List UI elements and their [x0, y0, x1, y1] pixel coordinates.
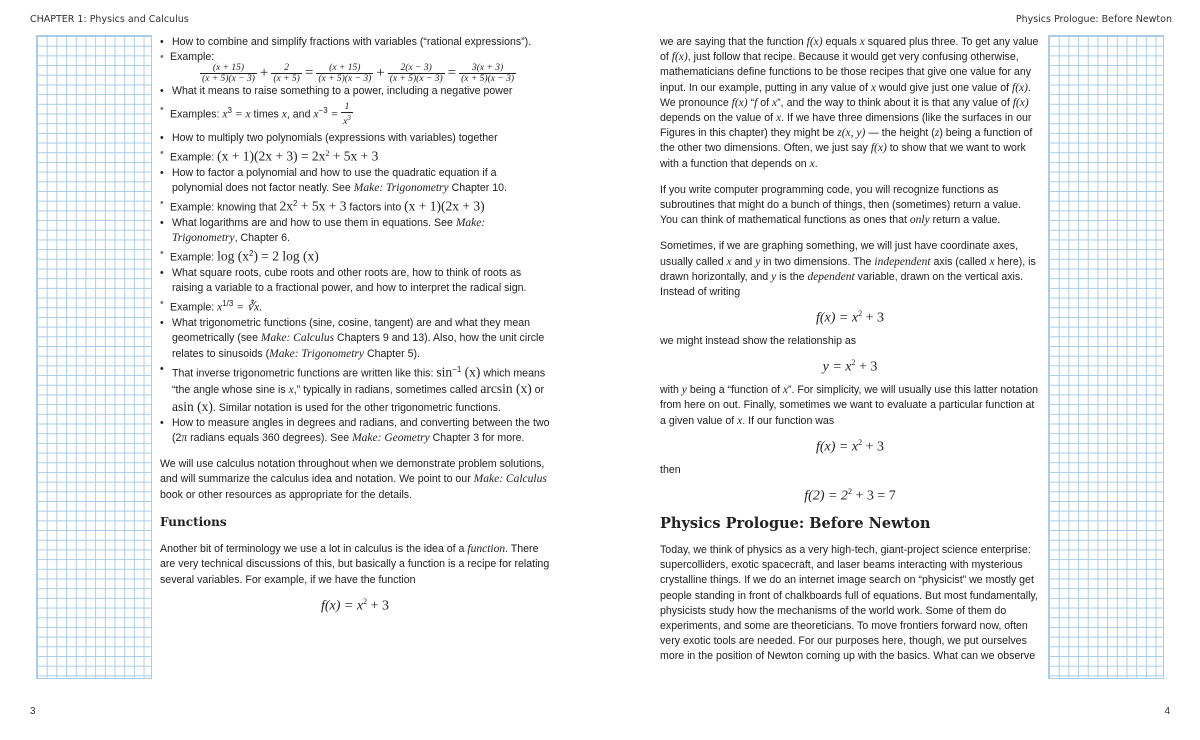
paragraph: with y being a “function of x”. For simplicity, we will usually use this latter notation from here on out. Finally, sometimes we want to evaluate a particular function at a given value of x. If our function was — [660, 384, 1039, 427]
paragraph: We will use calculus notation throughout when we demonstrate problem solutions, and will summarize the calculus idea and notation. We point to our Make: Calculus book or other resources as appropriate for the details. — [160, 458, 547, 501]
fraction: $\frac{3(x + 3)}{(x + 5)(x - 3)}$ — [461, 63, 515, 85]
equation: $f(x) = x^2 + 3$ — [816, 437, 884, 455]
list-item: • What trigonometric functions (sine, cosine, tangent) are and what they mean geometrically (see Make: Calculus Chapters 9 and 13). Also, how the unit circle relates to sinusoids (Make: Trigonometry Chapter 5). — [160, 316, 550, 362]
running-head-left: CHAPTER 1: Physics and Calculus — [30, 14, 189, 25]
equation: $f(x) = x^2 + 3$ — [321, 596, 389, 614]
left-page-column — [160, 35, 550, 622]
list-item: • That inverse trigonometric functions are written like this: $\sin^{-1} (x)$ which means “the angle whose sine is x,” typically in radians, sometimes called arcsin (x) or asin (x). Similar notation is used for the other trigonometric functions. — [160, 362, 550, 416]
sub-list-item: • Example: $(x + 1)(2x + 3) = 2x^2 + 5x + 3$ — [160, 146, 550, 166]
section-heading-prologue: Physics Prologue: Before Newton — [660, 514, 931, 532]
list-item: • How to multiply two polynomials (expressions with variables) together — [160, 131, 550, 146]
sub-list-item: • Examples: $x^3 = x$ times x, and $x^{-3}$ = $\frac{1}{x^3}$ — [160, 102, 550, 127]
paragraph: we are saying that the function f(x) equals x squared plus three. To get any value of f(x), just follow that recipe. Because it would get very confusing otherwise, mathematicians define functions to be those recipes that give one value for any input. In our example, putting in any value of x would give just one value of f(x). We pronounce f(x) “f of x”, and the way to think about it is that any value of f(x) depends on the value of x. If we have three dimensions (like the surfaces in our Figures in this chapter) they might be z(x, y) — the height (z) being a function of the other two dimensions. Often, we just say f(x) to show that we want to work with a function that depends on x. — [660, 36, 1039, 170]
fraction: $\frac{(x + 15)}{(x + 5)(x - 3)}$ — [202, 63, 255, 85]
list-item: • What it means to raise something to a power, including a negative power — [160, 84, 550, 99]
fraction: $\frac{2}{(x + 5)}$ — [273, 63, 300, 85]
paragraph: then — [660, 463, 681, 476]
right-page-column — [660, 35, 1040, 665]
sub-list-item: • Example: — [160, 50, 550, 65]
fraction-example: $\frac{(x + 15)}{(x + 5)(x - 3)}$ + $\frac{2}{(x + 5)}$ = $\frac{(x + 15)}{(x + 5)(x - 3)}$ + $\frac{2(x - 3)}{(x + 5)(x - 3)}$ = $\frac{3(x + 3)}{(x + 5)(x - 3)}$ — [202, 63, 515, 85]
list-item: • How to measure angles in degrees and radians, and converting between the two (2π radians equals 360 degrees). See Make: Geometry Chapter 3 for more. — [160, 416, 550, 446]
sub-list-item: • Example: knowing that $2x^2 + 5x + 3$ factors into (x + 1)(2x + 3) — [160, 196, 550, 216]
fraction: $\frac{2(x - 3)}{(x + 5)(x - 3)}$ — [389, 63, 443, 85]
list-item: • What logarithms are and how to use them in equations. See Make: Trigonometry, Chapter 6. — [160, 216, 550, 246]
equation: $f(x) = x^2 + 3$ — [816, 309, 884, 326]
list-item: • How to factor a polynomial and how to use the quadratic equation if a polynomial does not factor neatly. See Make: Trigonometry Chapter 10. — [160, 166, 550, 196]
sub-list-item: • Example: $\log (x^2) = 2$ log (x) — [160, 246, 550, 266]
list-item: • How to combine and simplify fractions with variables (“rational expressions”). — [160, 35, 550, 50]
paragraph: we might instead show the relationship as — [660, 335, 857, 348]
graph-paper-margin-left — [36, 35, 152, 679]
paragraph: If you write computer programming code, you will recognize functions as subroutines that might do a bunch of things, then (sometimes) return a value. You can think of mathematical functions as ones that only return a value. — [660, 183, 1021, 227]
running-head-right: Physics Prologue: Before Newton — [1015, 14, 1172, 25]
section-heading-functions: Functions — [160, 514, 227, 529]
page-number-left: 3 — [30, 706, 36, 717]
fraction: $\frac{(x + 15)}{(x + 5)(x - 3)}$ — [318, 63, 372, 85]
graph-paper-margin-right — [1048, 35, 1164, 679]
page-number-right: 4 — [1164, 706, 1170, 717]
paragraph: Sometimes, if we are graphing something, we will just have coordinate axes, usually called x and y in two dimensions. The independent axis (called x here), is drawn horizontally, and y is the dependent variable, drawn on the vertical axis. Instead of writing — [660, 240, 1036, 299]
list-item: • What square roots, cube roots and other roots are, how to think of roots as raising a variable to a fractional power, and how to interpret the radical sign. — [160, 266, 550, 296]
sub-list-item: • Example: $x^{1/3}$ = ∛x. — [160, 296, 550, 316]
paragraph: Another bit of terminology we use a lot in calculus is the idea of a function. There are very technical discussions of this, but basically a function is a recipe for relating several variables. For example, if we have the function — [160, 543, 550, 586]
paragraph: Today, we think of physics as a very high-tech, giant-project science enterprise: supercolliders, exotic spacecraft, and laser beams interacting with mysterious crystalline things. If we do an internet image search on “physicist” we mostly get people standing in front of chalkboards full of equations. But most fundamentally, physicists study how the mechanisms of the world work. Some of them do experiments, and some are theoreticians. To move frontiers forward now, often very exotic tools are needed. For our purposes here, though, we put ourselves more in the position of Newton coming up with the basics. What can we observe — [660, 543, 1038, 663]
equation: $y = x^2 + 3$ — [822, 358, 878, 375]
equation: $f(2) = 2^2 + 3 = 7$ — [804, 486, 896, 504]
